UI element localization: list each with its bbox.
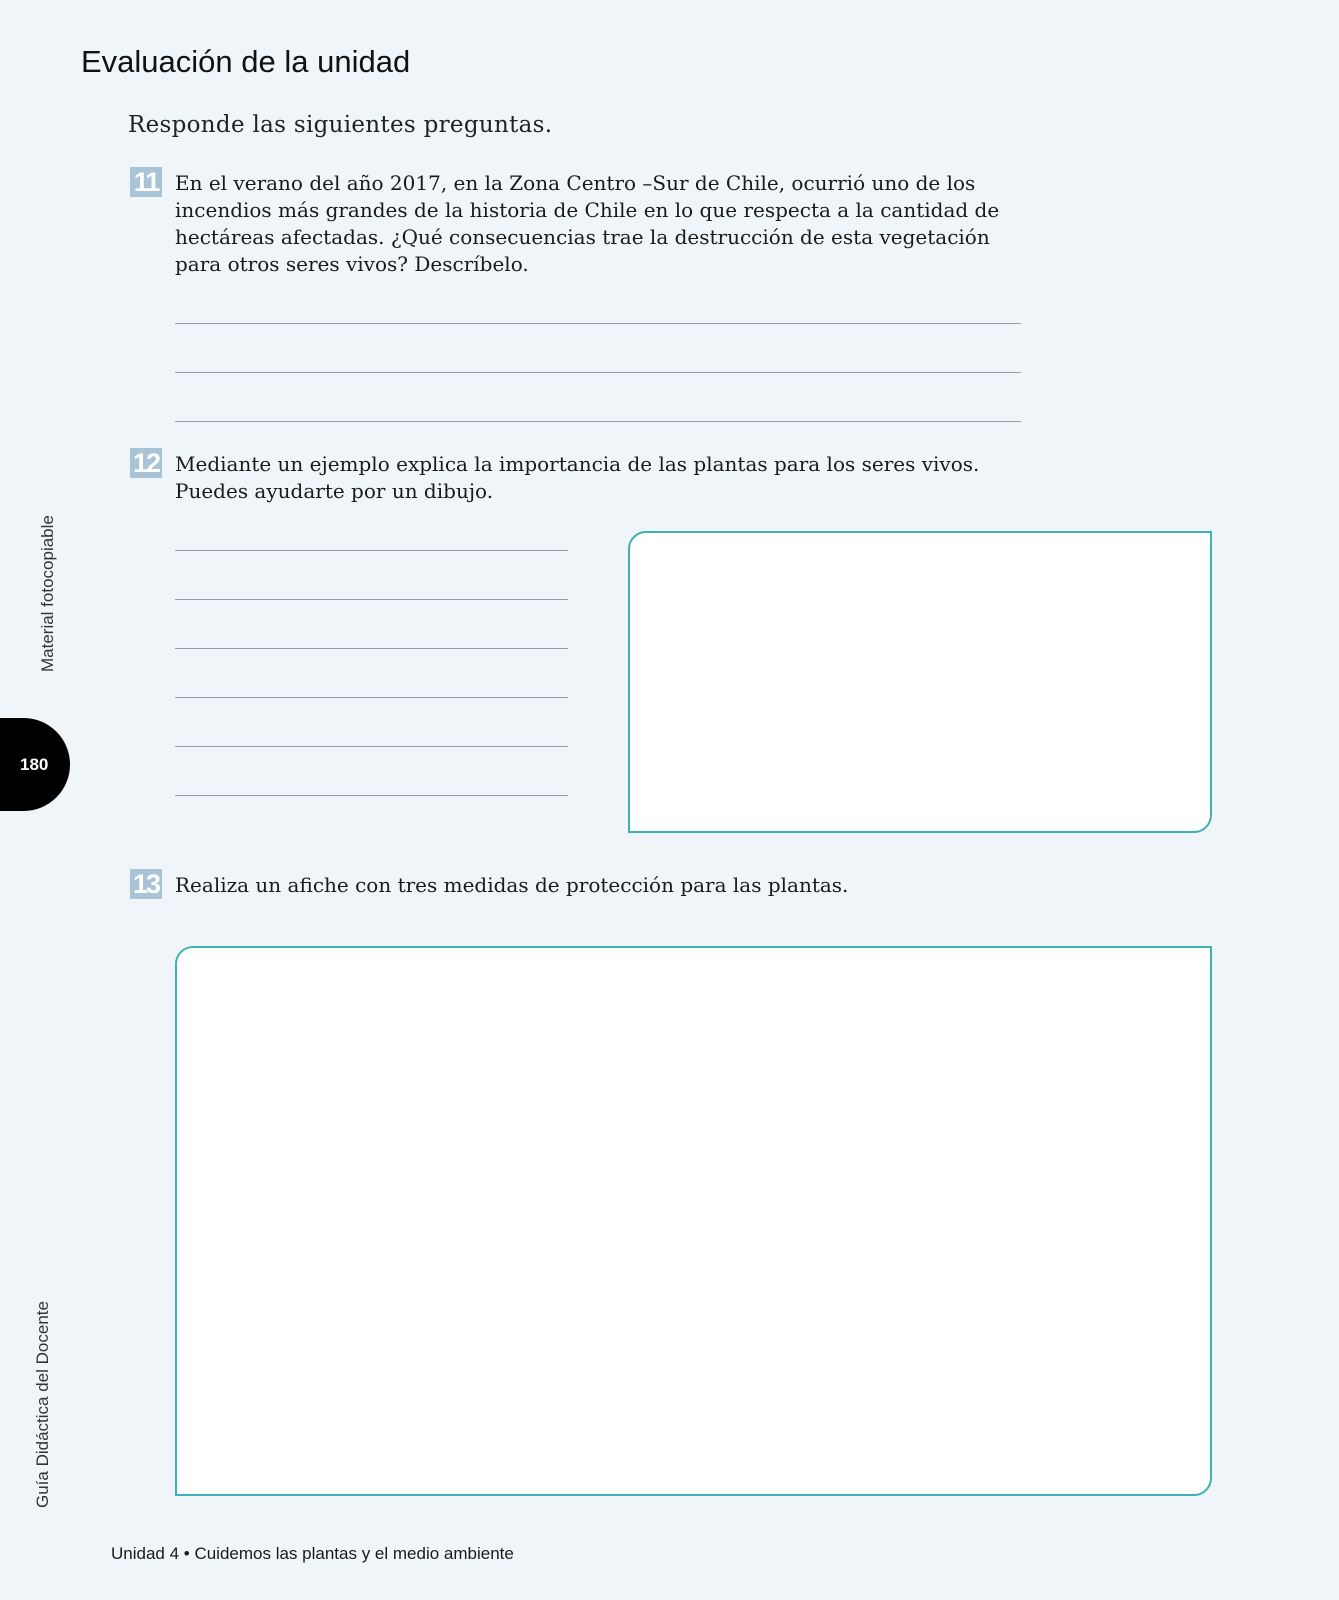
side-label-guide: Guía Didáctica del Docente <box>33 1301 52 1508</box>
question-text-13: Realiza un afiche con tres medidas de protección para las plantas. <box>175 873 849 897</box>
drawing-box[interactable] <box>628 531 1212 833</box>
answer-line[interactable] <box>175 372 1021 373</box>
question-text-12: Mediante un ejemplo explica la importancia de las plantas para los seres vivos. Puedes ayudarte por un dibujo. <box>175 452 980 503</box>
question-text-11: En el verano del año 2017, en la Zona Centro –Sur de Chile, ocurrió uno de los incendios más grandes de la historia de Chile en lo que respecta a la cantidad de hectáreas afectadas. ¿Qué consecuencias trae la destrucción de esta vegetación para otros seres vivos? Descríbelo. <box>175 171 1000 276</box>
question-number-12: 12 <box>130 448 162 478</box>
footer-text: Unidad 4 • Cuidemos las plantas y el medio ambiente <box>111 1544 514 1563</box>
page-number: 180 <box>20 755 49 774</box>
answer-line[interactable] <box>175 599 568 600</box>
answer-line[interactable] <box>175 323 1021 324</box>
answer-line[interactable] <box>175 746 568 747</box>
answer-line[interactable] <box>175 648 568 649</box>
answer-line[interactable] <box>175 697 568 698</box>
answer-line[interactable] <box>175 421 1021 422</box>
question-number-13: 13 <box>130 869 162 899</box>
question-number-11: 11 <box>130 167 162 197</box>
poster-box[interactable] <box>175 946 1212 1496</box>
answer-line[interactable] <box>175 550 568 551</box>
side-label-material: Material fotocopiable <box>38 515 57 672</box>
answer-line[interactable] <box>175 795 568 796</box>
instruction-text: Responde las siguientes preguntas. <box>128 112 553 138</box>
page-title: Evaluación de la unidad <box>81 44 411 79</box>
page-number-tab <box>0 718 70 811</box>
